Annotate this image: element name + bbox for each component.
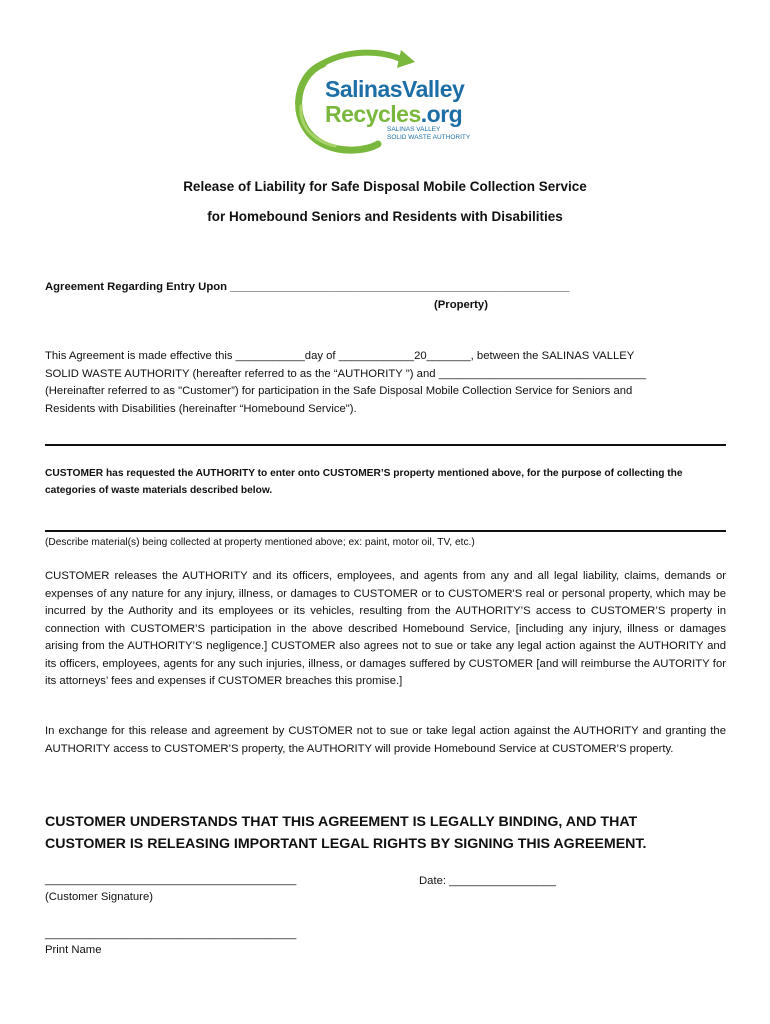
effective-line-2: SOLID WASTE AUTHORITY (hereafter referred to as the “AUTHORITY ") and _________________________________ — [45, 367, 646, 380]
logo-wordmark-line2 — [325, 101, 462, 128]
logo-subtitle-line2: SOLID WASTE AUTHORITY — [387, 134, 471, 141]
release-paragraph: CUSTOMER releases the AUTHORITY and its officers, employees, and agents from any and all legal liability, claims, demands or expenses of any nature for any injury, illness, or damages to CUSTOMER or to CUSTOMER'S real or personal property, which may be incurred by the Authority and its employees or its vehicles, resulting from the AUTHORITY’S access to CUSTOMER’S property in connection with CUSTOMER’S participation in the above described Homebound Service, [including any injury, illness or damages arising from the AUTHORITY’S negligence.] CUSTOMER also agrees not to sue or take any legal action against the AUTHORITY and its officers, employees, agents for any such injuries, illness, or damages suffered by CUSTOMER [and will reimburse the AUTORITY for its attorneys’ fees and expenses if CUSTOMER breaches this promise.] — [45, 570, 726, 687]
effective-line-1: This Agreement is made effective this ___________day of ____________20_______, between the SALINAS VALLEY — [45, 350, 635, 362]
exchange-paragraph: In exchange for this release and agreement by CUSTOMER not to sue or take legal action against the AUTHORITY and granting the AUTHORITY access to CUSTOMER’S property, the AUTHORITY will provide Homebound Service at CUSTOMER’S property. — [45, 725, 726, 755]
divider-1 — [45, 444, 726, 446]
logo-wordmark-line1: SalinasValley — [325, 76, 465, 102]
request-line-1: CUSTOMER has requested the AUTHORITY to enter onto CUSTOMER’S property mentioned above, for the purpose of collecting the — [45, 468, 683, 479]
customer-signature-label: (Customer Signature) — [45, 891, 153, 903]
legal-warning-line1: CUSTOMER UNDERSTANDS THAT THIS AGREEMENT IS LEGALLY BINDING, AND THAT — [45, 814, 638, 830]
logo-subtitle-line1: SALINAS VALLEY — [387, 126, 441, 133]
materials-line — [45, 530, 726, 532]
entry-property-field: Agreement Regarding Entry Upon ______________________________________________________ — [45, 281, 570, 293]
document-title-line2: for Homebound Seniors and Residents with Disabilities — [207, 209, 563, 224]
document-title-line1: Release of Liability for Safe Disposal Mobile Collection Service — [183, 179, 587, 194]
print-name-line: ________________________________________ — [45, 928, 297, 940]
date-field: Date: _________________ — [419, 875, 556, 887]
materials-hint: (Describe material(s) being collected at property mentioned above; ex: paint, motor oil, TV, etc.) — [45, 537, 475, 548]
request-line-2: categories of waste materials described below. — [45, 485, 273, 496]
customer-signature-line: ________________________________________ — [45, 874, 297, 886]
logo-subtitle — [387, 126, 470, 142]
logo-wordmark-recycles: Recycles — [325, 101, 421, 127]
effective-line-3: (Hereinafter referred to as "Customer”) for participation in the Safe Disposal Mobile Collection Service for Seniors and — [45, 385, 633, 397]
print-name-label: Print Name — [45, 944, 102, 956]
legal-warning-line2: CUSTOMER IS RELEASING IMPORTANT LEGAL RIGHTS BY SIGNING THIS AGREEMENT. — [45, 836, 647, 852]
effective-line-4: Residents with Disabilities (hereinafter “Homebound Service"). — [45, 402, 357, 415]
salinas-valley-recycles-logo — [283, 46, 483, 156]
property-caption: (Property) — [434, 299, 488, 311]
logo-wordmark-org: .org — [420, 101, 463, 127]
